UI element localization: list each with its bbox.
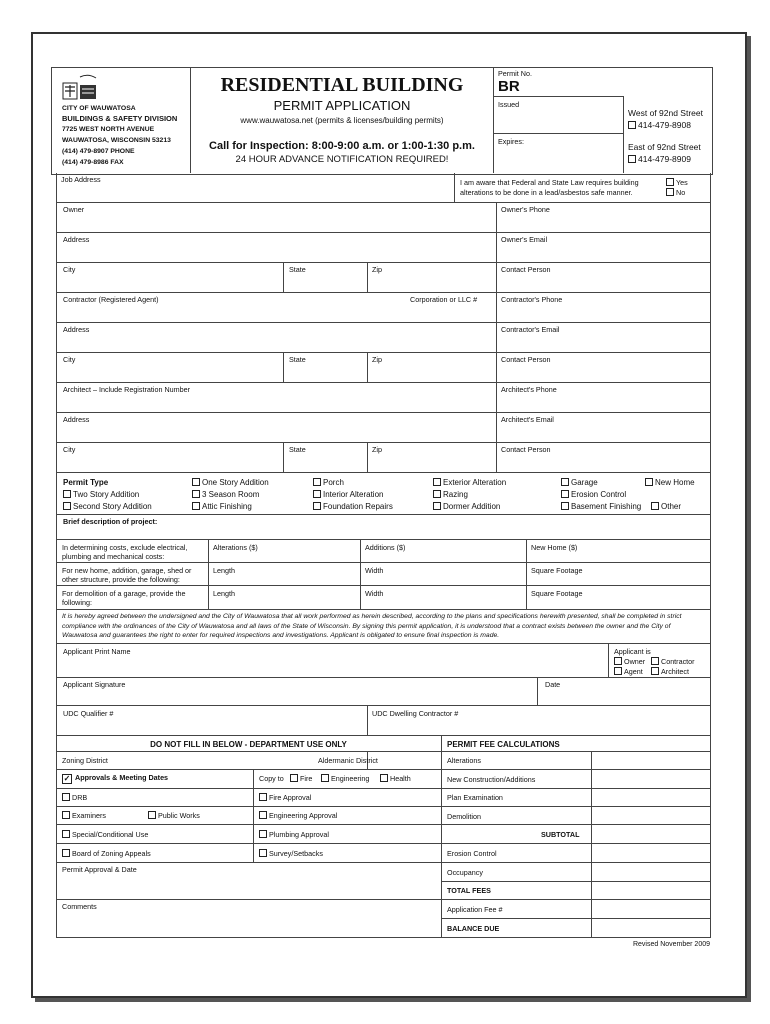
checkbox-icon bbox=[313, 502, 321, 510]
org-address1: 7725 WEST NORTH AVENUE bbox=[62, 126, 155, 133]
checkbox-icon bbox=[62, 849, 70, 857]
checkbox-icon bbox=[433, 490, 441, 498]
checkbox-icon bbox=[628, 155, 636, 163]
engineering-approval-label: Engineering Approval bbox=[269, 811, 338, 820]
checkbox-icon bbox=[666, 188, 674, 196]
copy-engineering[interactable] bbox=[321, 774, 369, 783]
divider bbox=[493, 96, 623, 97]
permit-type-label: Permit Type bbox=[63, 478, 109, 487]
examiners-label: Examiners bbox=[72, 811, 106, 820]
divider bbox=[496, 203, 497, 293]
contractor-email-label: Contractor's Email bbox=[501, 325, 560, 334]
fee-erosion: Erosion Control bbox=[447, 849, 497, 858]
architect-city-label: City bbox=[63, 445, 76, 454]
owner-state-label: State bbox=[289, 265, 306, 274]
pt-porch[interactable] bbox=[313, 478, 344, 487]
checkbox-icon bbox=[192, 490, 200, 498]
contractor-zip-label: Zip bbox=[372, 355, 382, 364]
divider bbox=[367, 263, 368, 293]
pt-dormer[interactable] bbox=[433, 502, 500, 511]
checkbox-icon bbox=[63, 502, 71, 510]
architect-contact-label: Contact Person bbox=[501, 445, 551, 454]
agreement-text: It is hereby agreed between the undersigned and the City of Wauwatosa that all work performed as herein described, according to the plans and specifications herewith presented, shall be completed in strict compliance with the ordinances of the City of Wauwatosa and all laws of the State of Wisconsin. By signing this permit application, it is understood that a contract exists between the owner and the City of Wauwatosa and guarantees the right to enter for required inspections and investigations. Applicant is obligated to ensure final inspection is made. bbox=[62, 613, 682, 639]
divider bbox=[56, 806, 711, 807]
divider bbox=[56, 788, 711, 789]
checkbox-icon bbox=[614, 657, 622, 665]
pt-one-story[interactable] bbox=[192, 478, 269, 487]
divider bbox=[441, 918, 711, 919]
revision-note: Revised November 2009 bbox=[632, 941, 710, 948]
east-label: East of 92nd Street bbox=[628, 142, 701, 152]
survey-label: Survey/Setbacks bbox=[269, 849, 323, 858]
pt-exterior[interactable] bbox=[433, 478, 506, 487]
pt-label: Interior Alteration bbox=[323, 490, 384, 499]
pt-label: Exterior Alteration bbox=[443, 478, 507, 487]
fees-heading: PERMIT FEE CALCULATIONS bbox=[447, 740, 560, 749]
udc-qualifier-label: UDC Qualifier # bbox=[63, 709, 114, 718]
special-use[interactable] bbox=[62, 830, 148, 839]
checkbox-icon bbox=[290, 774, 298, 782]
owner-contact-label: Contact Person bbox=[501, 265, 551, 274]
checkbox-icon bbox=[561, 502, 569, 510]
owner-city-label: City bbox=[63, 265, 76, 274]
contractor-city-row[interactable] bbox=[56, 353, 711, 383]
applicant-owner[interactable] bbox=[614, 657, 645, 666]
checkbox-icon bbox=[259, 793, 267, 801]
checkbox-icon bbox=[666, 178, 674, 186]
public-works-label: Public Works bbox=[158, 811, 200, 820]
lead-yes[interactable] bbox=[666, 178, 688, 187]
fee-demolition: Demolition bbox=[447, 812, 481, 821]
owner-zip-label: Zip bbox=[372, 265, 382, 274]
contractor-label: Contractor (Registered Agent) bbox=[63, 295, 159, 304]
contractor-address-label: Address bbox=[63, 325, 90, 334]
checkbox-icon bbox=[561, 490, 569, 498]
fee-total: TOTAL FEES bbox=[447, 886, 491, 895]
architect-phone-label: Architect's Phone bbox=[501, 385, 557, 394]
costs-desc-1: In determining costs, exclude electrical, plumbing and mechanical costs: bbox=[62, 543, 188, 561]
contractor-contact-label: Contact Person bbox=[501, 355, 551, 364]
pt-3season[interactable] bbox=[192, 490, 259, 499]
divider bbox=[526, 540, 527, 610]
owner-address-row[interactable] bbox=[56, 233, 711, 263]
checkbox-icon bbox=[259, 811, 267, 819]
divider bbox=[56, 862, 711, 863]
fee-new-construction: New Construction/Additions bbox=[447, 775, 536, 784]
architect-option-label: Architect bbox=[661, 667, 689, 676]
contractor-address-row[interactable] bbox=[56, 323, 711, 353]
checkbox-icon bbox=[313, 490, 321, 498]
divider bbox=[367, 706, 368, 736]
checkbox-icon bbox=[321, 774, 329, 782]
org-address2: WAUWATOSA, WISCONSIN 53213 bbox=[62, 137, 171, 144]
fee-balance-due: BALANCE DUE bbox=[447, 924, 500, 933]
org-city: CITY OF WAUWATOSA bbox=[62, 105, 136, 112]
pt-garage[interactable] bbox=[561, 478, 598, 487]
pt-other[interactable] bbox=[651, 502, 681, 511]
pt-basement[interactable] bbox=[561, 502, 641, 511]
divider bbox=[56, 824, 711, 825]
contractor-option-label: Contractor bbox=[661, 657, 695, 666]
website: www.wauwatosa.net (permits & licenses/building permits) bbox=[240, 116, 444, 125]
owner-label: Owner bbox=[63, 205, 85, 214]
form-subtitle: PERMIT APPLICATION bbox=[273, 98, 411, 113]
applicant-is-label: Applicant is bbox=[614, 647, 651, 656]
owner-row[interactable] bbox=[56, 203, 711, 233]
job-address-label: Job Address bbox=[61, 175, 101, 184]
divider bbox=[441, 881, 711, 882]
checkbox-icon bbox=[259, 849, 267, 857]
divider bbox=[493, 133, 623, 134]
pt-second-story[interactable] bbox=[63, 502, 152, 511]
fee-plan-exam: Plan Examination bbox=[447, 793, 503, 802]
architect-label: Architect – Include Registration Number bbox=[63, 385, 191, 394]
architect-email-label: Architect's Email bbox=[501, 415, 554, 424]
structure-length[interactable]: Length bbox=[213, 566, 235, 575]
pt-label: New Home bbox=[655, 478, 695, 487]
pt-label: 3 Season Room bbox=[202, 490, 260, 499]
divider bbox=[283, 353, 284, 383]
contractor-city-label: City bbox=[63, 355, 76, 364]
checkbox-icon bbox=[614, 667, 622, 675]
pt-label: Razing bbox=[443, 490, 468, 499]
contractor-phone-label: Contractor's Phone bbox=[501, 295, 563, 304]
zoning-label: Zoning District bbox=[62, 756, 108, 765]
divider bbox=[493, 96, 494, 173]
org-phone: (414) 479-8907 PHONE bbox=[62, 148, 135, 155]
pt-foundation[interactable] bbox=[313, 502, 393, 511]
pt-attic[interactable] bbox=[192, 502, 252, 511]
applicant-signature-row[interactable] bbox=[56, 678, 711, 706]
checkbox-icon bbox=[651, 657, 659, 665]
east-phone: 414-479-8909 bbox=[638, 154, 691, 164]
city-seal-icon bbox=[62, 73, 100, 103]
plumbing-approval[interactable] bbox=[259, 830, 329, 839]
checkbox-icon bbox=[192, 502, 200, 510]
checkbox-icon bbox=[433, 502, 441, 510]
copy-to-label: Copy to bbox=[259, 774, 284, 783]
checkbox-icon bbox=[192, 478, 200, 486]
west-phone-option[interactable] bbox=[628, 120, 691, 130]
fire-approval[interactable] bbox=[259, 793, 311, 802]
special-use-label: Special/Conditional Use bbox=[72, 830, 149, 839]
contractor-state-label: State bbox=[289, 355, 306, 364]
lead-no[interactable] bbox=[666, 188, 685, 197]
pt-new-home[interactable] bbox=[645, 478, 695, 487]
checkbox-icon bbox=[651, 667, 659, 675]
engineering-approval[interactable] bbox=[259, 811, 337, 820]
yes-label: Yes bbox=[676, 178, 688, 187]
pt-label: Second Story Addition bbox=[73, 502, 152, 511]
divider bbox=[360, 540, 361, 610]
copy-fire[interactable] bbox=[290, 774, 312, 783]
checkbox-icon bbox=[148, 811, 156, 819]
pt-two-story[interactable] bbox=[63, 490, 139, 499]
checkbox-icon bbox=[62, 793, 70, 801]
pt-razing[interactable] bbox=[433, 490, 468, 499]
lead-text-2: alterations to be done in a lead/asbestos safe manner. bbox=[460, 188, 633, 197]
pt-label: Other bbox=[661, 502, 682, 511]
pt-label: Porch bbox=[323, 478, 344, 487]
divider bbox=[208, 540, 209, 610]
west-phone: 414-479-8908 bbox=[638, 120, 691, 130]
zoning-appeals-label: Board of Zoning Appeals bbox=[72, 849, 151, 858]
pt-label: One Story Addition bbox=[202, 478, 269, 487]
udc-contractor-label: UDC Dwelling Contractor # bbox=[372, 709, 459, 718]
checkbox-icon bbox=[433, 478, 441, 486]
approvals-label: Approvals & Meeting Dates bbox=[75, 773, 169, 782]
fire-label: Fire bbox=[300, 774, 313, 783]
org-division: BUILDINGS & SAFETY DIVISION bbox=[62, 114, 178, 123]
zoning-appeals[interactable] bbox=[62, 849, 151, 858]
divider bbox=[367, 443, 368, 473]
checkbox-icon bbox=[63, 490, 71, 498]
owner-city-row[interactable] bbox=[56, 263, 711, 293]
divider bbox=[253, 769, 254, 862]
applicant-signature-label: Applicant Signature bbox=[63, 680, 126, 689]
inspection-hours: Call for Inspection: 8:00-9:00 a.m. or 1:00-1:30 p.m. bbox=[209, 140, 475, 152]
form-title: RESIDENTIAL BUILDING bbox=[220, 74, 464, 96]
checkbox-icon bbox=[561, 478, 569, 486]
permit-prefix[interactable]: BR bbox=[498, 78, 520, 95]
copy-to bbox=[259, 774, 284, 783]
pt-label: Dormer Addition bbox=[443, 502, 501, 511]
owner-phone-label: Owner's Phone bbox=[501, 205, 550, 214]
demo-length[interactable]: Length bbox=[213, 589, 235, 598]
architect-state-label: State bbox=[289, 445, 306, 454]
checkbox-icon bbox=[645, 478, 653, 486]
demo-width[interactable]: Width bbox=[365, 589, 384, 598]
checkbox-icon bbox=[62, 830, 70, 838]
owner-address-label: Address bbox=[63, 235, 90, 244]
checkmark-icon: ✓ bbox=[63, 774, 71, 783]
fire-approval-label: Fire Approval bbox=[269, 793, 312, 802]
pt-erosion[interactable] bbox=[561, 490, 626, 499]
expires-label: Expires: bbox=[498, 137, 524, 146]
pt-label: Two Story Addition bbox=[73, 490, 140, 499]
advance-notice: 24 HOUR ADVANCE NOTIFICATION REQUIRED! bbox=[235, 154, 449, 165]
approvals-heading[interactable] bbox=[62, 773, 168, 784]
architect-zip-label: Zip bbox=[372, 445, 382, 454]
divider bbox=[496, 293, 497, 383]
plumbing-approval-label: Plumbing Approval bbox=[269, 830, 329, 839]
engineering-label: Engineering bbox=[331, 774, 370, 783]
pt-label: Basement Finishing bbox=[571, 502, 642, 511]
structure-width[interactable]: Width bbox=[365, 566, 384, 575]
date-label: Date bbox=[545, 680, 561, 689]
checkbox-icon bbox=[313, 478, 321, 486]
divider bbox=[56, 769, 711, 770]
pt-interior[interactable] bbox=[313, 490, 383, 499]
divider bbox=[56, 751, 711, 752]
permit-approval-label[interactable]: Permit Approval & Date bbox=[62, 865, 137, 874]
demo-sqft[interactable]: Square Footage bbox=[531, 589, 583, 598]
divider bbox=[56, 843, 711, 844]
divider bbox=[283, 443, 284, 473]
dept-heading: DO NOT FILL IN BELOW - DEPARTMENT USE ONLY bbox=[150, 740, 347, 749]
comments-label[interactable]: Comments bbox=[62, 902, 97, 911]
divider bbox=[56, 514, 711, 515]
health-label: Health bbox=[390, 774, 411, 783]
checkbox-icon bbox=[651, 502, 659, 510]
permit-no-label: Permit No. bbox=[498, 69, 532, 78]
divider bbox=[623, 96, 624, 173]
structure-sqft[interactable]: Square Footage bbox=[531, 566, 583, 575]
checkbox-icon bbox=[628, 121, 636, 129]
org-fax: (414) 479-8986 FAX bbox=[62, 159, 124, 166]
drb[interactable] bbox=[62, 793, 87, 802]
divider bbox=[441, 736, 442, 938]
no-label: No bbox=[676, 188, 686, 197]
architect-address-row[interactable] bbox=[56, 413, 711, 443]
architect-address-label: Address bbox=[63, 415, 90, 424]
applicant-name-label: Applicant Print Name bbox=[63, 647, 131, 656]
applicant-contractor[interactable] bbox=[651, 657, 695, 666]
architect-city-row[interactable] bbox=[56, 443, 711, 473]
owner-option-label: Owner bbox=[624, 657, 646, 666]
copy-health[interactable] bbox=[380, 774, 411, 783]
applicant-name-row[interactable] bbox=[56, 644, 711, 678]
costs-desc-3: For demolition of a garage, provide the following: bbox=[62, 589, 186, 607]
agent-option-label: Agent bbox=[624, 667, 643, 676]
applicant-architect[interactable] bbox=[651, 667, 689, 676]
costs-desc-2: For new home, addition, garage, shed or other structure, provide the following: bbox=[62, 566, 192, 584]
fee-subtotal: SUBTOTAL bbox=[541, 830, 580, 839]
examiners[interactable] bbox=[62, 811, 106, 820]
alterations-cost[interactable]: Alterations ($) bbox=[213, 543, 258, 552]
pt-label: Attic Finishing bbox=[202, 502, 252, 511]
applicant-agent[interactable] bbox=[614, 667, 643, 676]
pt-label: Foundation Repairs bbox=[323, 502, 393, 511]
drb-label: DRB bbox=[72, 793, 88, 802]
department-block bbox=[56, 736, 711, 938]
aldermanic-label: Aldermanic District bbox=[318, 756, 378, 765]
divider bbox=[496, 383, 497, 473]
checkbox-icon bbox=[380, 774, 388, 782]
new-home-cost[interactable]: New Home ($) bbox=[531, 543, 578, 552]
divider bbox=[367, 353, 368, 383]
brief-description-label[interactable]: Brief description of project: bbox=[63, 517, 158, 526]
divider bbox=[608, 644, 609, 678]
owner-email-label: Owner's Email bbox=[501, 235, 548, 244]
public-works[interactable] bbox=[148, 811, 200, 820]
checkbox-icon bbox=[62, 811, 70, 819]
west-label: West of 92nd Street bbox=[628, 108, 703, 118]
fee-application: Application Fee # bbox=[447, 905, 503, 914]
divider bbox=[537, 678, 538, 706]
survey-setbacks[interactable] bbox=[259, 849, 323, 858]
east-phone-option[interactable] bbox=[628, 154, 691, 164]
divider bbox=[454, 173, 455, 203]
corp-label: Corporation or LLC # bbox=[410, 295, 478, 304]
fee-alterations: Alterations bbox=[447, 756, 481, 765]
divider bbox=[591, 751, 592, 938]
checkbox-icon bbox=[259, 830, 267, 838]
divider bbox=[56, 899, 711, 900]
fee-occupancy: Occupancy bbox=[447, 868, 483, 877]
issued-label: Issued bbox=[498, 100, 520, 109]
pt-label: Garage bbox=[571, 478, 598, 487]
pt-label: Erosion Control bbox=[571, 490, 627, 499]
additions-cost[interactable]: Additions ($) bbox=[365, 543, 406, 552]
divider bbox=[283, 263, 284, 293]
lead-text-1: I am aware that Federal and State Law requires building bbox=[460, 178, 639, 187]
